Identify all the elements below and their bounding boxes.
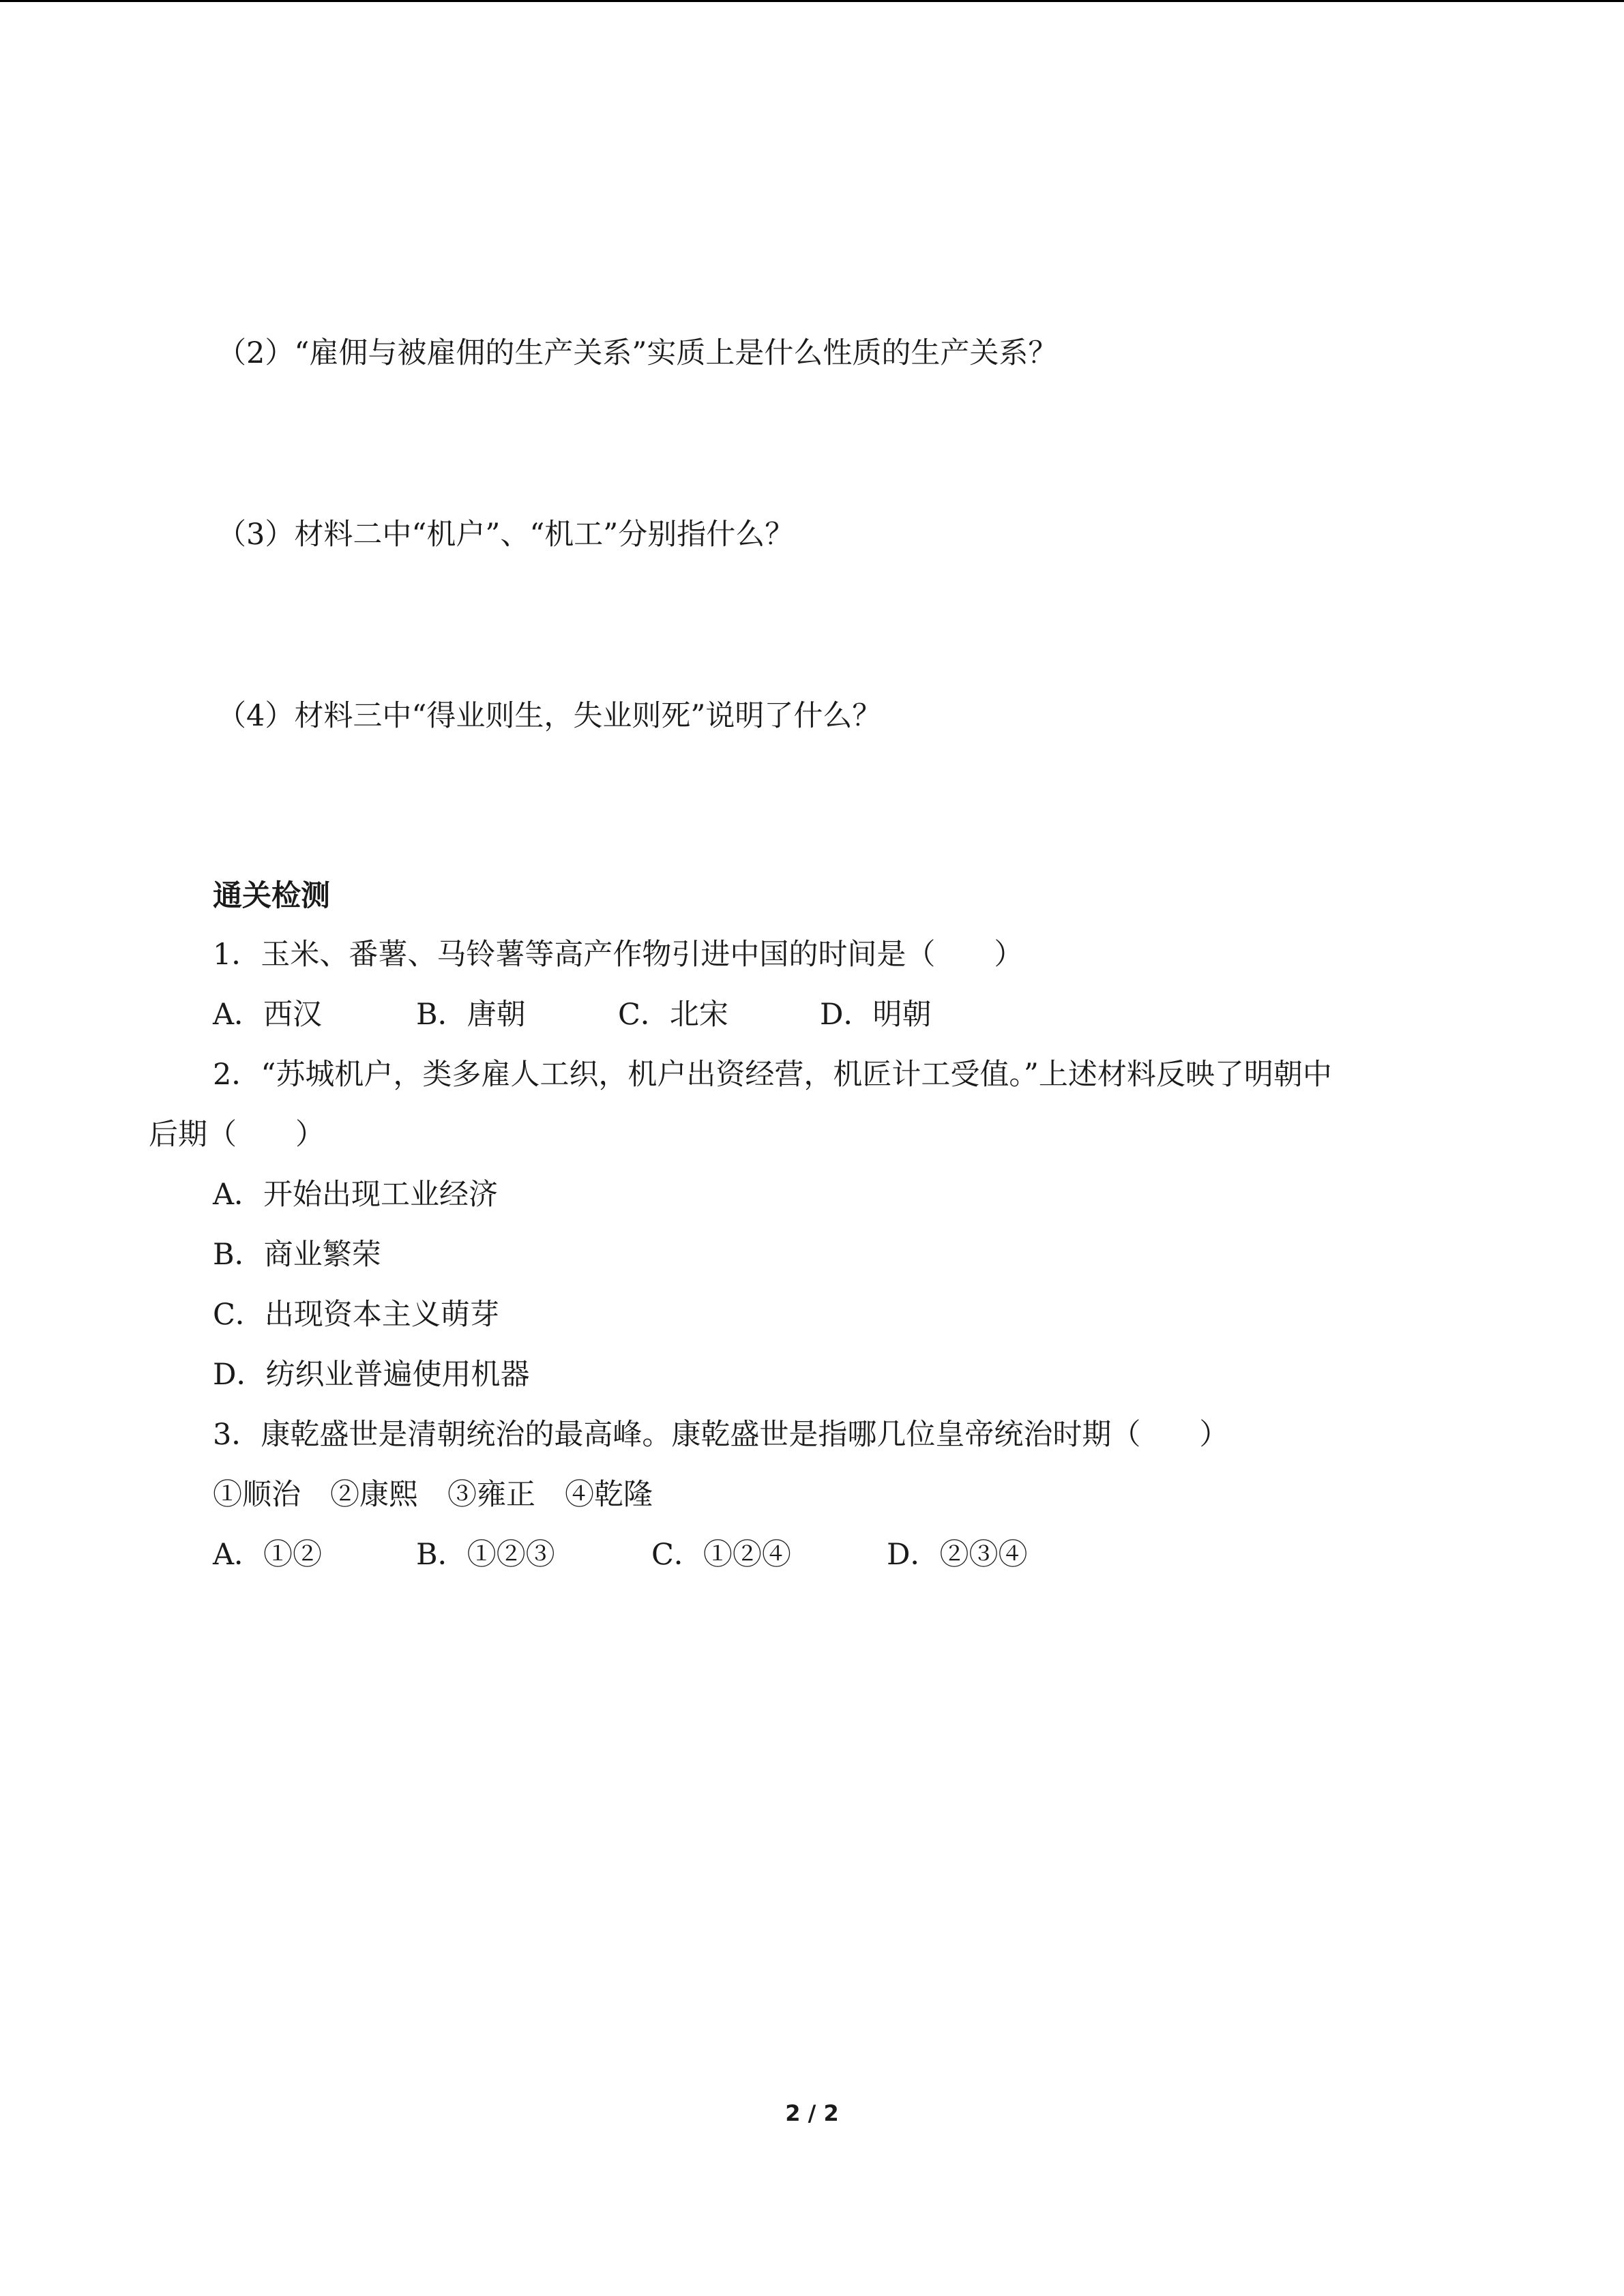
q3-option-b: B．①②③ (416, 1538, 555, 1572)
q1-option-a: A．西汉 (213, 998, 323, 1032)
q2-option-a: A．开始出现工业经济 (213, 1178, 499, 1212)
q3-option-d: D．②③④ (887, 1538, 1028, 1572)
q3-option-c: C．①②④ (651, 1538, 791, 1572)
q1-stem: 1．玉米、番薯、马铃薯等高产作物引进中国的时间是（ ） (213, 938, 1024, 972)
q3-option-a: A．①② (213, 1538, 323, 1572)
q1-option-d: D．明朝 (820, 998, 932, 1032)
section-title: 通关检测 (213, 879, 330, 913)
q3-choices: ①顺治 ②康熙 ③雍正 ④乾隆 (213, 1478, 653, 1512)
page-top-border (0, 0, 1624, 2)
q3-stem: 3．康乾盛世是清朝统治的最高峰。康乾盛世是指哪几位皇帝统治时期（ ） (213, 1418, 1229, 1452)
subquestion-3: （3）材料二中“机户”、“机工”分别指什么？ (217, 518, 795, 552)
q2-option-c: C．出现资本主义萌芽 (213, 1298, 499, 1332)
q3-options (213, 1534, 1027, 1575)
q2-option-d: D．纺织业普遍使用机器 (213, 1358, 530, 1392)
subquestion-2: （2）“雇佣与被雇佣的生产关系”实质上是什么性质的生产关系？ (217, 336, 1058, 370)
q1-option-b: B．唐朝 (416, 998, 526, 1032)
q2-stem-line2: 后期（ ） (149, 1118, 325, 1152)
q1-options (213, 994, 931, 1035)
page-number: 2 / 2 (785, 2100, 839, 2126)
q1-option-c: C．北宋 (618, 998, 728, 1032)
subquestion-4: （4）材料三中“得业则生，失业则死”说明了什么？ (217, 699, 882, 733)
q2-stem-line1: 2．“苏城机户，类多雇人工织，机户出资经营，机匠计工受值。”上述材料反映了明朝中 (213, 1058, 1332, 1092)
q2-option-b: B．商业繁荣 (213, 1238, 381, 1272)
